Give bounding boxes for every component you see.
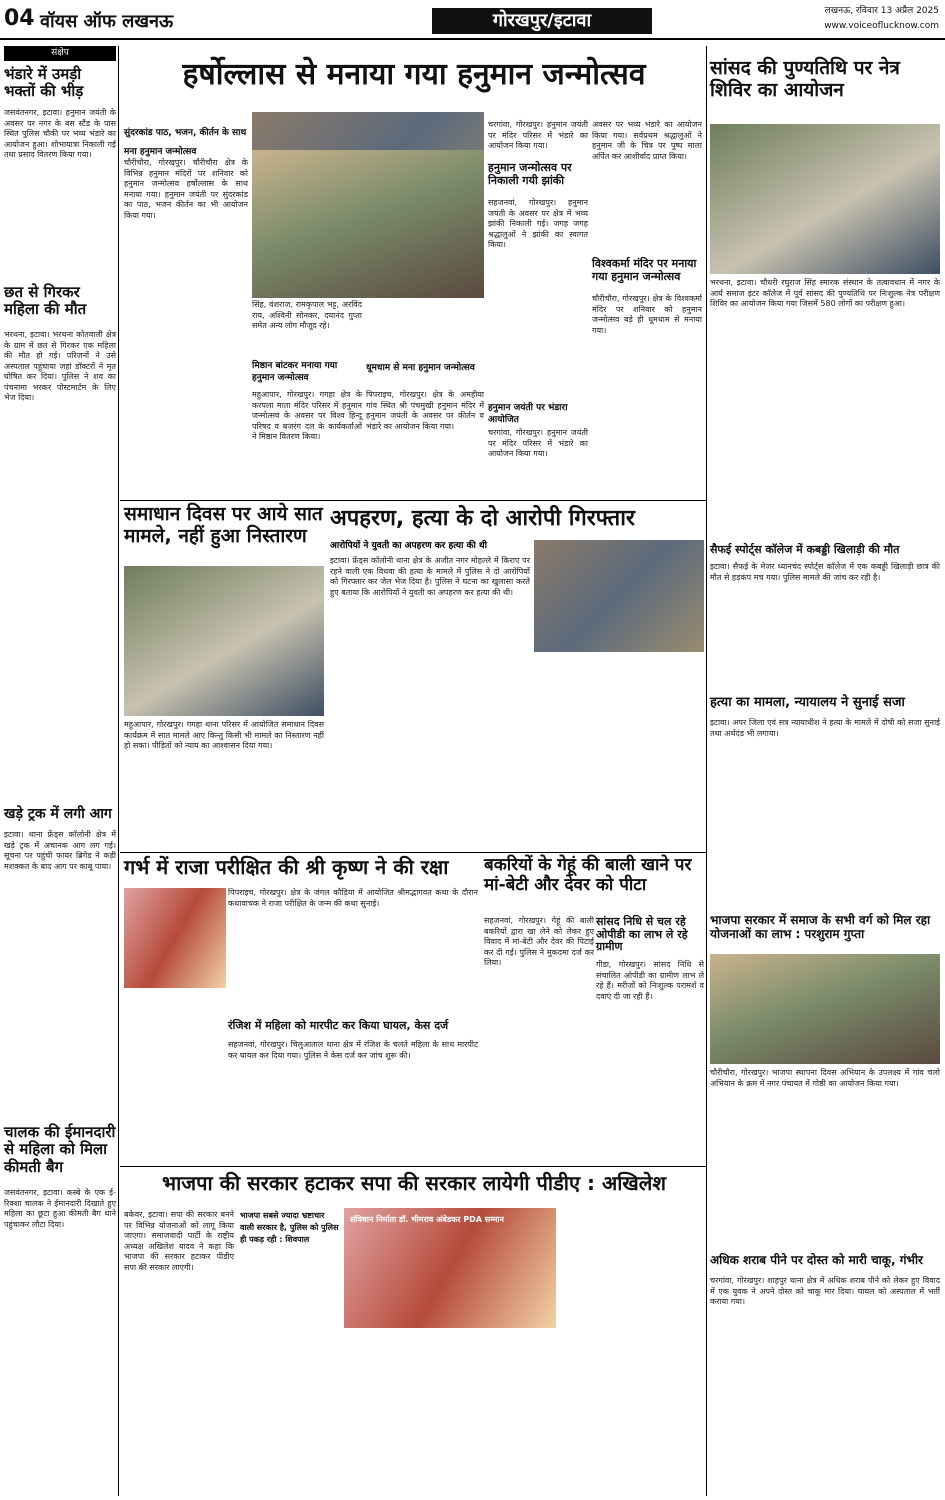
main-caption-3: धूमधाम से मना हनुमान जन्मोत्सव — [366, 363, 475, 373]
garbh-photo — [124, 888, 226, 988]
paper-name: वॉयस ऑफ लखनऊ — [40, 11, 174, 32]
right-text-2: इटावा। सैफई के मेजर ध्यानचंद स्पोर्ट्स कॉलेज में एक कबड्डी खिलाड़ी छात्र की मौत से हड़कंप मच गया। पुलिस मामले की जांच कर रही है। — [710, 562, 940, 582]
bakri-headline: बकरियों के गेहूं की बाली खाने पर मां-बेटी और देवर को पीटा — [484, 855, 692, 895]
section-rule-3 — [120, 1166, 706, 1167]
rajish-text: सहजनवां, गोरखपुर। चिलुआताल थाना क्षेत्र में रंजिश के चलते महिला के साथ मारपीट कर घायल कर दिया गया। पुलिस ने केस दर्ज कर जांच शुरू की। — [228, 1040, 478, 1060]
mid-headline-2: हनुमान जयंती पर भंडारा आयोजित — [488, 403, 568, 425]
akhilesh-photo — [344, 1208, 556, 1328]
brief-1-text: जसवंतनगर, इटावा। हनुमान जयंती के अवसर पर नगर के बस स्टैंड के पास स्थित पुलिस चौकी पर भव्य भंडारे का आयोजन हुआ। शोभायात्रा निकाली गई तथा प्रसाद वितरण किया गया। — [4, 108, 116, 159]
brief-1-title: भंडारे में उमड़ी भक्तों की भीड़ — [4, 65, 84, 101]
column-divider — [118, 46, 119, 1496]
masthead — [0, 0, 945, 40]
right-text-1: भरथना, इटावा। चौधरी रघुराज सिंह स्मारक संस्थान के तत्वावधान में नगर के आर्य समाज इंटर कॉलेज में पूर्व सांसद की पुण्यतिथि पर निःशुल्क नेत्र परीक्षण शिविर का आयोजन किया गया जिसमें 580 लोगों का परीक्षण हुआ। — [710, 278, 940, 308]
brief-4-text: जसवंतनगर, इटावा। कस्बे के एक ई-रिक्शा चालक ने ईमानदारी दिखाते हुए महिला का छूटा हुआ कीमती बैग थाने पहुंचाकर लौटा दिया। — [4, 1188, 116, 1229]
right-text-5: चरगांवा, गोरखपुर। शाहपुर थाना क्षेत्र में अधिक शराब पीने को लेकर हुए विवाद में एक युवक ने अपने दोस्त को चाकू मार दिया। घायल को अस्पताल में भर्ती कराया गया। — [710, 1276, 940, 1306]
samadhan-headline: समाधान दिवस पर आये सात मामले, नहीं हुआ निस्तारण — [124, 503, 323, 547]
col4-headline: विश्वकर्मा मंदिर पर मनाया गया हनुमान जन्मोत्सव — [592, 257, 697, 283]
main-text-1: चौरीचौरा, गोरखपुर। चौरीचौरा क्षेत्र के विभिन्न हनुमान मंदिरों पर शनिवार को हनुमान जन्मोत्सव हर्षोल्लास के साथ मनाया गया। हनुमान जयंती पर सुंदरकांड का पाठ, भजन कीर्तन का भी आयोजन किया गया। — [124, 158, 248, 220]
main-text-3: सिंह, वंशराज, रामकृपाल भट्ट, अरविंद राय, अश्विनी सोनकर, दयानंद गुप्ता समेत अन्य लोग मौजूद रहे। — [252, 300, 362, 330]
garbh-text: पिपराइच, गोरखपुर। क्षेत्र के जंगल कौड़िया में आयोजित श्रीमद्भागवत कथा के दौरान कथावाचक ने राजा परीक्षित के जन्म की कथा सुनाई। — [228, 888, 478, 908]
section-rule — [120, 500, 706, 501]
right-headline-5: अधिक शराब पीने पर दोस्त को मारी चाकू, गंभीर — [710, 1253, 923, 1267]
saansad-headline: सांसद निधि से चल रहे ओपीडी का लाभ ले रहे ग्रामीण — [596, 915, 688, 954]
main-caption-1 — [124, 120, 248, 157]
apharan-photo — [534, 540, 704, 652]
right-photo-1 — [710, 124, 940, 274]
right-headline-4: भाजपा सरकार में समाज के सभी वर्ग को मिल रहा योजनाओं का लाभ : परशुराम गुप्ता — [710, 913, 931, 941]
samadhan-text: महुआपार, गोरखपुर। गगहा थाना परिसर में आयोजित समाधान दिवस कार्यक्रम में सात मामले आए किन्तु किसी भी मामले का निस्तारण नहीं हो सका। पीड़ितों को न्याय का आश्वासन दिया गया। — [124, 720, 324, 750]
right-text-4: चौरीचौरा, गोरखपुर। भाजपा स्थापना दिवस अभियान के उपलक्ष्य में गांव चलो अभियान के क्रम में नगर पंचायत में गोष्ठी का आयोजन किया गया। — [710, 1068, 940, 1088]
briefs-column — [4, 46, 116, 1496]
brief-3-title: खड़े ट्रक में लगी आग — [4, 806, 112, 822]
dateline — [824, 4, 939, 34]
section-rule-2 — [120, 852, 706, 853]
mid-headline: हनुमान जन्मोत्सव पर निकाली गयी झांकी — [488, 161, 572, 187]
garbh-headline: गर्भ में राजा परीक्षित की श्री कृष्ण ने की रक्षा — [124, 855, 449, 879]
akhilesh-subhead: भाजपा सबसे ज्यादा भ्रष्टाचार वाली सरकार है, पुलिस को पुलिस ही पकड़ रही : शिवपाल — [240, 1211, 339, 1244]
brief-2-text: भरथना, इटावा। भरथना कोतवाली क्षेत्र के ग्राम में छत से गिरकर एक महिला की मौत हो गई। परिजनों ने उसे अस्पताल पहुंचाया जहां डॉक्टरों ने मृत घोषित कर दिया। पुलिस ने शव का पंचनामा भरकर पोस्टमार्टम के लिए भेज दिया। — [4, 330, 116, 402]
right-headline-2: सैफई स्पोर्ट्स कॉलेज में कबड्डी खिलाड़ी की मौत — [710, 543, 900, 556]
apharan-subhead: आरोपियों ने युवती का अपहरण कर हत्या की थी — [330, 541, 488, 551]
right-headline-1: सांसद की पुण्यतिथि पर नेत्र शिविर का आयोजन — [710, 57, 900, 101]
right-photo-2 — [710, 954, 940, 1064]
issue-date: लखनऊ, रविवार 13 अप्रैल 2025 — [824, 6, 939, 16]
website[interactable]: www.voiceoflucknow.com — [824, 21, 939, 31]
right-column — [710, 50, 940, 1490]
main-text-2: महुआपार, गोरखपुर। गगहा क्षेत्र के करपला माता मंदिर परिसर में हनुमान जन्मोत्सव के अवसर पर विश्व हिन्दू परिषद व बजरंग दल के कार्यकर्ताओं ने मिष्ठान वितरण किया। — [252, 390, 362, 441]
main-headline: हर्षोल्लास से मनाया गया हनुमान जन्मोत्सव — [182, 57, 646, 92]
brief-2-title: छत से गिरकर महिला की मौत — [4, 283, 87, 319]
bakri-text: सहजनवां, गोरखपुर। गेहूं की बाली बकरियों द्वारा खा लेने को लेकर हुए विवाद में मां-बेटी और देवर की पिटाई कर दी गई। पुलिस ने मुकदमा दर्ज कर लिया। — [484, 916, 594, 967]
akhilesh-photo-banner: संविधान निर्माता डॉ. भीमराव अंबेडकर PDA सम्मान — [350, 1215, 504, 1224]
rajish-headline: रंजिश में महिला को मारपीट कर किया घायल, केस दर्ज — [228, 1019, 449, 1032]
main-caption-2: मिष्ठान बांटकर मनाया गया हनुमान जन्मोत्सव — [252, 361, 338, 383]
page-number: 04 — [4, 6, 35, 31]
apharan-headline: अपहरण, हत्या के दो आरोपी गिरफ्तार — [330, 506, 635, 531]
brief-3-text: इटावा। थाना फ्रेंड्स कॉलोनी क्षेत्र में खड़े ट्रक में अचानक आग लग गई। सूचना पर पहुंची फायर ब्रिगेड ने कड़ी मशक्कत के बाद आग पर काबू पाया। — [4, 830, 116, 871]
akhilesh-text: बकेवर, इटावा। सपा की सरकार बनने पर विभिन्न योजनाओं को लागू किया जाएगा। समाजवादी पार्टी के राष्ट्रीय अध्यक्ष अखिलेश यादव ने कहा कि भाजपा की सरकार हटाकर पीडीए सपा की सरकार लाएगी। — [124, 1210, 234, 1272]
region-banner: गोरखपुर/इटावा — [432, 8, 652, 34]
main-text-4: पिपराइच, गोरखपुर। क्षेत्र के अमहीया गांव स्थित श्री पंचमुखी हनुमान मंदिर में हनुमान जयंती के अवसर पर कीर्तन व भंडारे का आयोजन किया गया। — [366, 390, 484, 431]
saansad-text: गीडा, गोरखपुर। सांसद निधि से संचालित ओपीडी का ग्रामीण लाभ ले रहे हैं। मरीजों को निःशुल्क परामर्श व दवाएं दी जा रही हैं। — [596, 960, 704, 1001]
right-headline-3: हत्या का मामला, न्यायालय ने सुनाई सजा — [710, 695, 905, 710]
column-divider-right — [706, 46, 707, 1496]
mid-lead: चरगांवा, गोरखपुर। हनुमान जयंती पर मंदिर परिसर में भंडारे का आयोजन किया गया। — [488, 120, 588, 150]
briefs-tag: संक्षेप — [4, 46, 116, 61]
col4-text-1: अवसर पर भव्य भंडारे का आयोजन किया गया। सर्वप्रथम श्रद्धालुओं ने हनुमान जी के चित्र पर पुष्प माला अर्पित कर आशीर्वाद प्राप्त किया। — [592, 120, 702, 161]
akhilesh-headline: भाजपा की सरकार हटाकर सपा की सरकार लायेगी पीडीए : अखिलेश — [162, 1171, 666, 1195]
col4-text-2: चौरीचौरा, गोरखपुर। क्षेत्र के विश्वकर्मा मंदिर पर शनिवार को हनुमान जन्मोत्सव बड़े ही धूमधाम से मनाया गया। — [592, 294, 702, 335]
mid-text-2: चरगांवा, गोरखपुर। हनुमान जयंती पर मंदिर परिसर में भंडारे का आयोजन किया गया। — [488, 428, 588, 458]
right-text-3: इटावा। अपर जिला एवं सत्र न्यायाधीश ने हत्या के मामले में दोषी को सजा सुनाई तथा अर्थदंड भी लगाया। — [710, 718, 940, 738]
apharan-text: इटावा। फ्रेंड्स कॉलोनी थाना क्षेत्र के अजीत नगर मोहल्ले में किराए पर रहने वाली एक विधवा की हत्या के मामले में पुलिस ने दो आरोपियों को गिरफ्तार कर जेल भेज दिया है। पुलिस ने घटना का खुलासा करते हुए बताया कि आरोपियों ने युवती का अपहरण कर हत्या की थी। — [330, 556, 530, 597]
main-caption-1-text: सुंदरकांड पाठ, भजन, कीर्तन के साथ मना हनुमान जन्मोत्सव — [124, 128, 247, 157]
main-photo-2 — [252, 150, 484, 298]
samadhan-photo — [124, 566, 324, 716]
mid-text-1: सहजनवां, गोरखपुर। हनुमान जयंती के अवसर पर क्षेत्र में भव्य झांकी निकाली गई। जगह जगह श्रद्धालुओं ने झांकी का स्वागत किया। — [488, 198, 588, 249]
brief-4-title: चालक की ईमानदारी से महिला को मिला कीमती बैग — [4, 1123, 116, 1176]
